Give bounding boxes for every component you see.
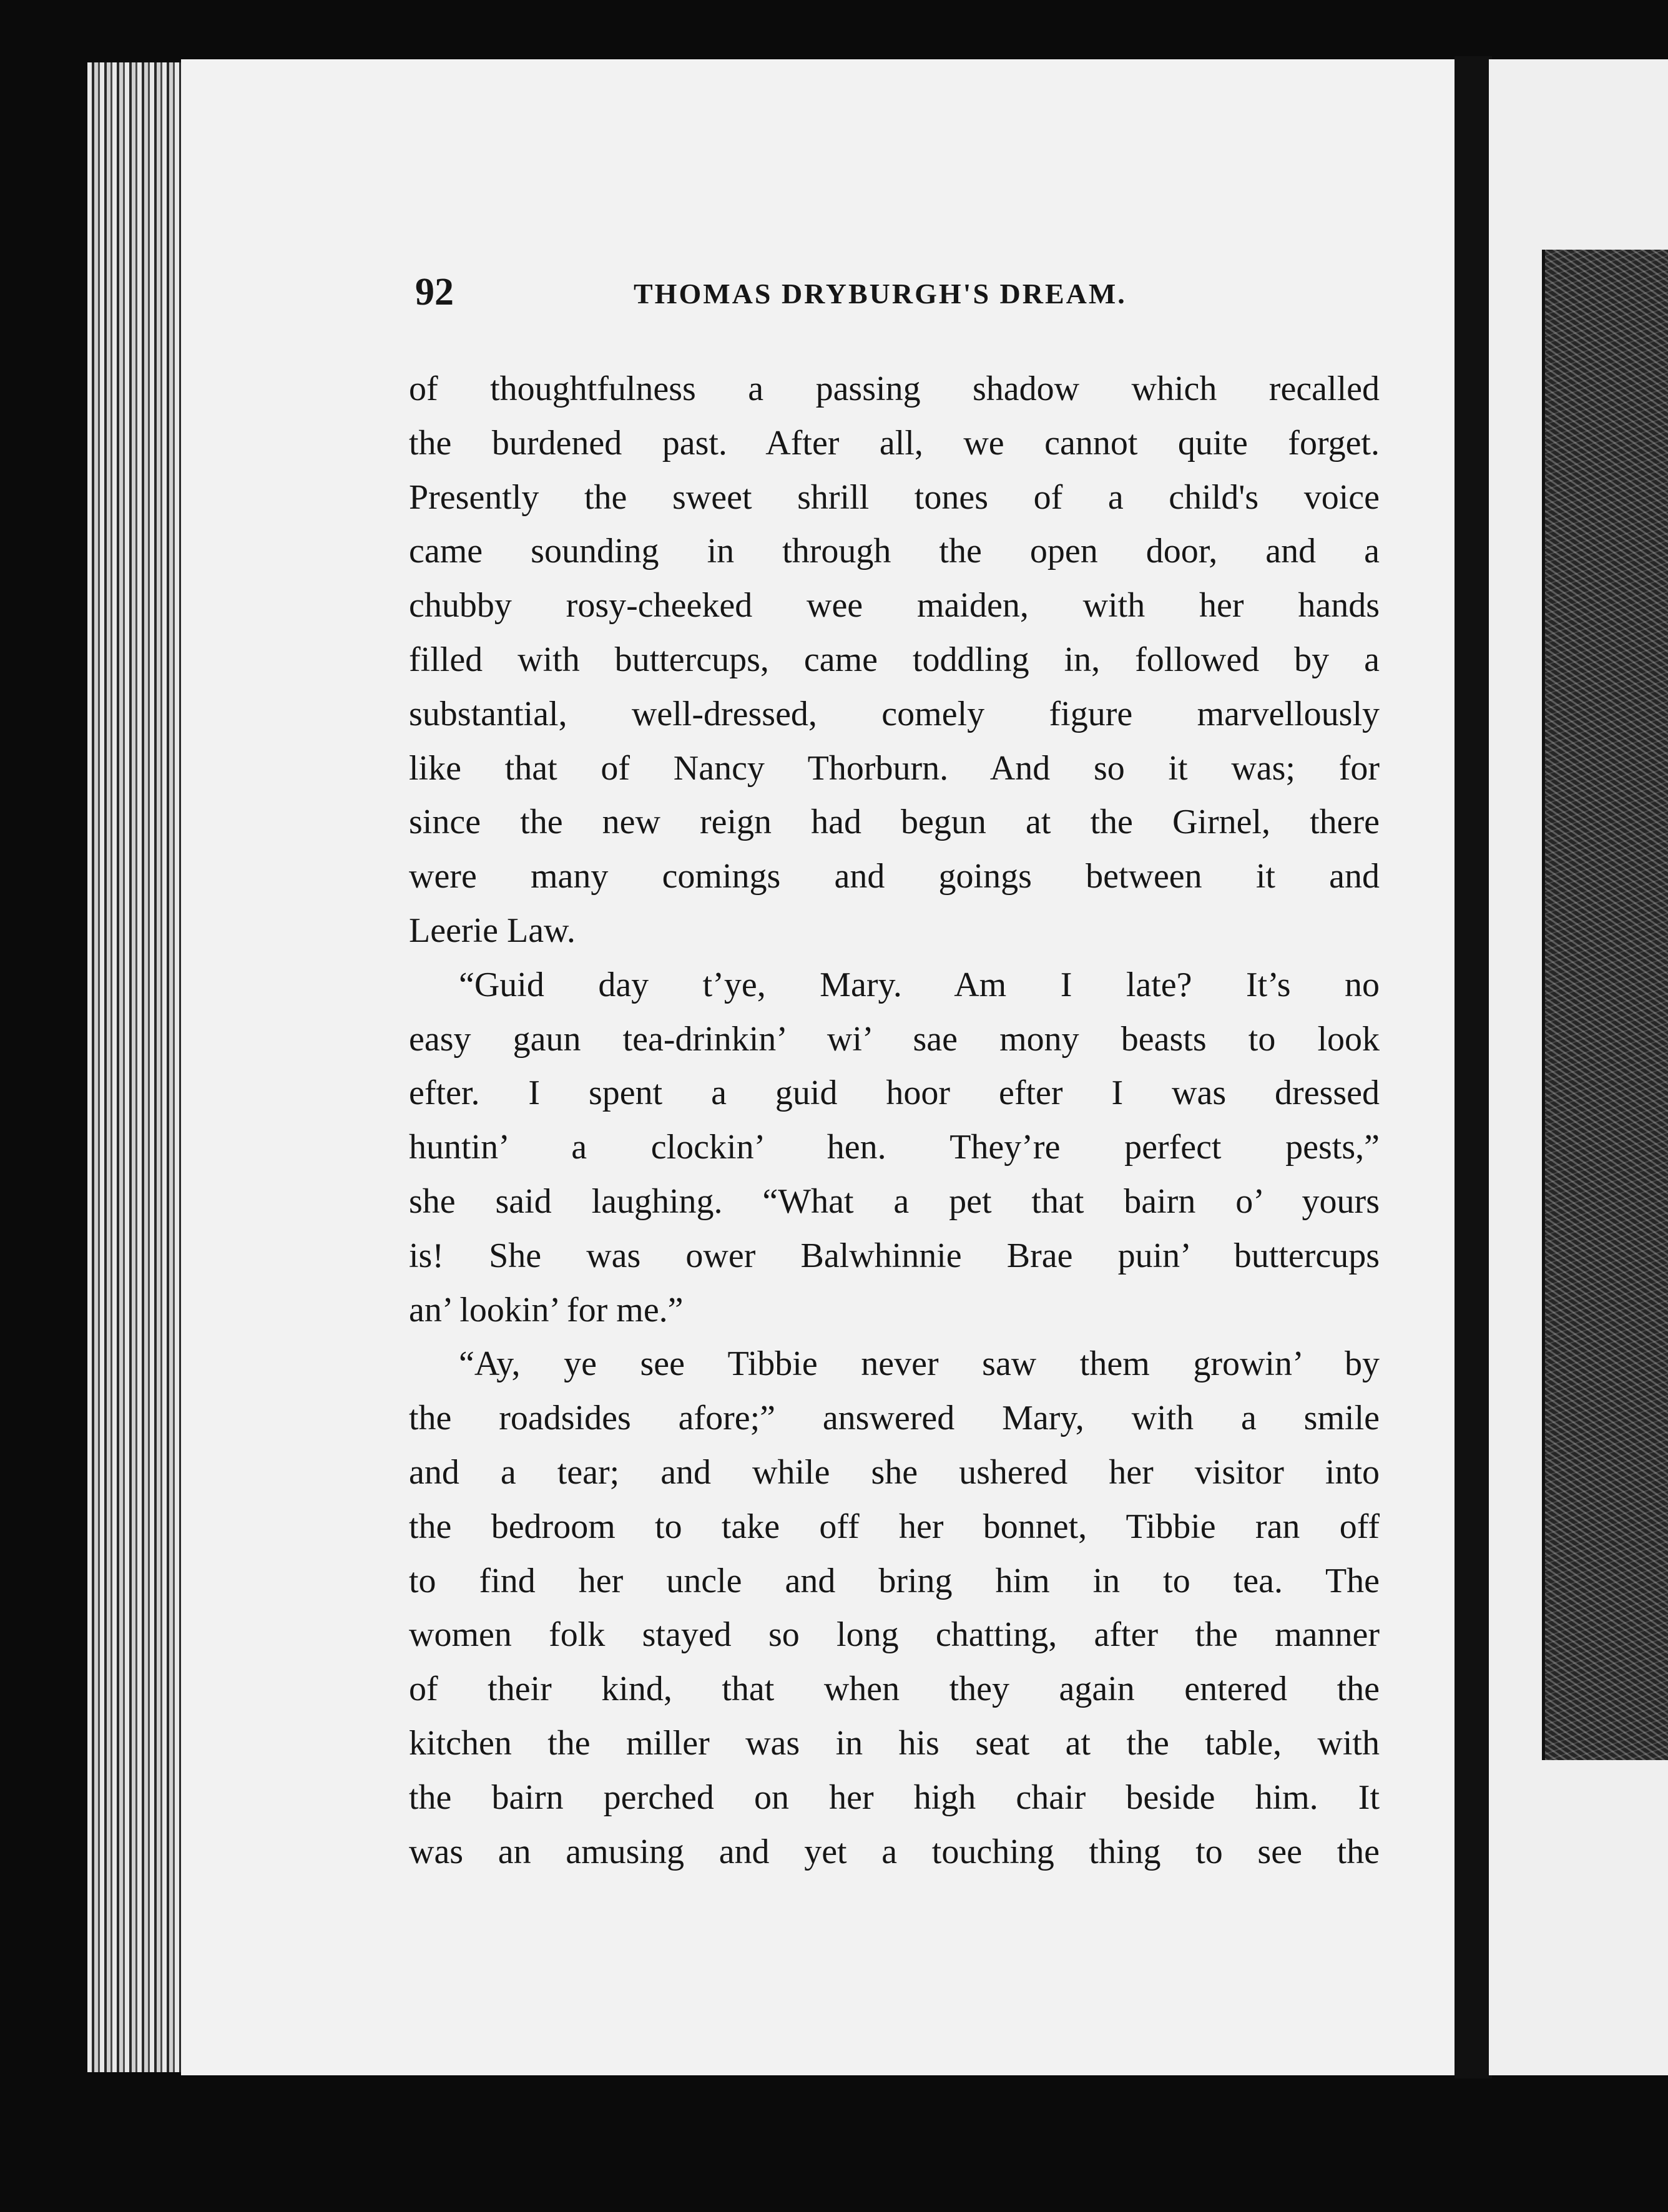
text-line: Presently the sweet shrill tones of a child's voice — [409, 477, 1380, 517]
text-line: the bedroom to take off her bonnet, Tibbie ran off — [409, 1507, 1380, 1546]
text-line: chubby rosy-cheeked wee maiden, with her hands — [409, 586, 1380, 625]
running-title: THOMAS DRYBURGH'S DREAM. — [634, 278, 1127, 310]
running-head — [415, 267, 1170, 317]
text-line: and a tear; and while she ushered her visitor into — [409, 1452, 1380, 1492]
text-line: easy gaun tea-drinkin’ wi’ sae mony beasts to look — [409, 1019, 1380, 1059]
text-line: the roadsides afore;” answered Mary, with a smile — [409, 1399, 1380, 1438]
text-line: efter. I spent a guid hoor efter I was dressed — [409, 1074, 1380, 1113]
page-number: 92 — [415, 271, 454, 313]
body-text — [409, 362, 1380, 1879]
text-line: “Ay, ye see Tibbie never saw them growin’ by — [459, 1344, 1380, 1384]
text-line: came sounding in through the open door, and a — [409, 532, 1380, 571]
book-gutter — [1455, 56, 1492, 2078]
text-line: huntin’ a clockin’ hen. They’re perfect pests,” — [409, 1128, 1380, 1167]
text-line: filled with buttercups, came toddling in, followed by a — [409, 640, 1380, 679]
text-line: was an amusing and yet a touching thing to see the — [409, 1832, 1380, 1871]
text-line: “Guid day t’ye, Mary. Am I late? It’s no — [459, 965, 1380, 1004]
text-line: kitchen the miller was in his seat at the table, with — [409, 1723, 1380, 1763]
text-line: substantial, well-dressed, comely figure marvellously — [409, 694, 1380, 733]
text-line: were many comings and goings between it and — [409, 857, 1380, 896]
page-edges — [87, 62, 187, 2072]
text-line: since the new reign had begun at the Girnel, there — [409, 803, 1380, 842]
text-line: women folk stayed so long chatting, after the manner — [409, 1615, 1380, 1655]
text-line: Leerie Law. — [409, 911, 576, 950]
text-line: the bairn perched on her high chair beside him. It — [409, 1778, 1380, 1817]
text-line: the burdened past. After all, we cannot quite forget. — [409, 423, 1380, 462]
text-line: to find her uncle and bring him in to tea. The — [409, 1561, 1380, 1600]
text-line: of their kind, that when they again entered the — [409, 1670, 1380, 1709]
engraving-illustration — [1542, 250, 1668, 1760]
text-line: is! She was ower Balwhinnie Brae puin’ buttercups — [409, 1236, 1380, 1275]
text-line: she said laughing. “What a pet that bairn o’ yours — [409, 1182, 1380, 1221]
text-line: an’ lookin’ for me.” — [409, 1290, 684, 1329]
text-line: like that of Nancy Thorburn. And so it was; for — [409, 748, 1380, 788]
text-line: of thoughtfulness a passing shadow which recalled — [409, 369, 1380, 408]
